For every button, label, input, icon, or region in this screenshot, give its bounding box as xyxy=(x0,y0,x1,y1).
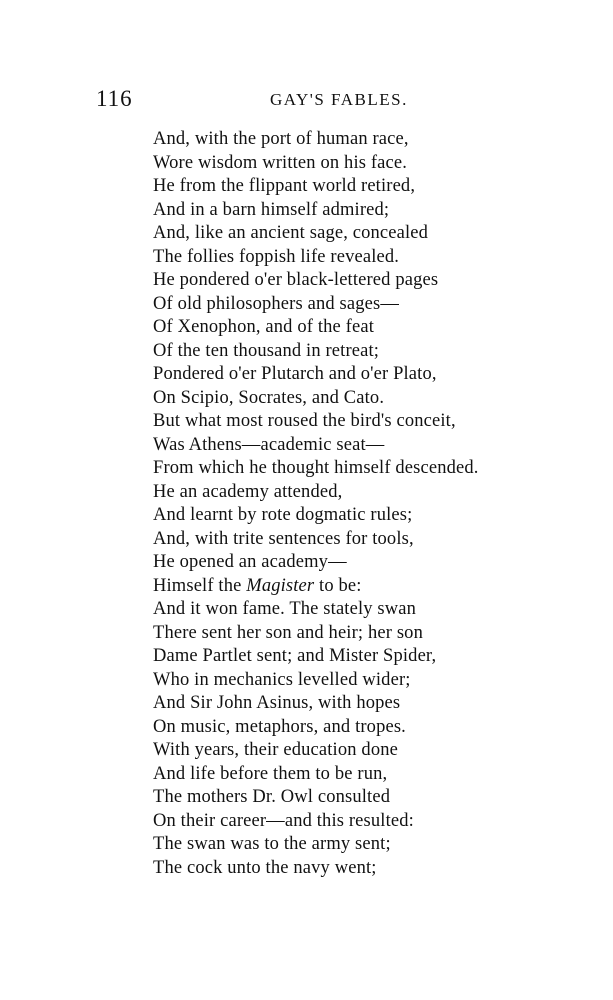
page-number: 116 xyxy=(96,86,133,111)
poem-line: And it won fame. The stately swan xyxy=(153,599,417,619)
poem-line: And Sir John Asinus, with hopes xyxy=(153,693,401,713)
poem-line: There sent her son and heir; her son xyxy=(153,622,423,643)
poem-line: Wore wisdom written on his face. xyxy=(153,152,408,173)
poem-line: He an academy attended, xyxy=(153,481,343,502)
poem-line: And, like an ancient sage, concealed xyxy=(153,223,429,243)
poem-line: And, with trite sentences for tools, xyxy=(153,528,414,549)
poem-line: The swan was to the army sent; xyxy=(153,834,391,854)
page-header xyxy=(0,86,613,114)
poem-line: He pondered o'er black-lettered pages xyxy=(153,270,439,290)
poem-line: He opened an academy— xyxy=(153,552,347,572)
poem-line: But what most roused the bird's conceit, xyxy=(153,411,456,431)
italic-word: Magister xyxy=(246,575,315,596)
poem-line: Dame Partlet sent; and Mister Spider, xyxy=(153,646,437,666)
poem-line: On music, metaphors, and tropes. xyxy=(153,716,406,737)
poem-line: Pondered o'er Plutarch and o'er Plato, xyxy=(153,364,437,384)
running-head: GAY'S FABLES. xyxy=(270,90,408,109)
poem-text xyxy=(153,128,593,880)
poem-line: And learnt by rote dogmatic rules; xyxy=(153,505,413,525)
poem-line-text: Himself the xyxy=(153,575,247,596)
poem-line: He from the flippant world retired, xyxy=(153,176,416,196)
poem-line: And in a barn himself admired; xyxy=(153,199,390,220)
poem-line: On their career—and this resulted: xyxy=(153,810,414,831)
poem-line: Of the ten thousand in retreat; xyxy=(153,340,380,361)
poem-line: Of Xenophon, and of the feat xyxy=(153,317,374,337)
poem-line-text: to be: xyxy=(314,575,362,596)
poem-line: And, with the port of human race, xyxy=(153,129,409,149)
poem-line: The mothers Dr. Owl consulted xyxy=(153,787,391,807)
poem-line: On Scipio, Socrates, and Cato. xyxy=(153,387,385,408)
poem-line: Of old philosophers and sages— xyxy=(153,293,399,314)
poem-line: From which he thought himself descended. xyxy=(153,458,479,478)
poem-line: Who in mechanics levelled wider; xyxy=(153,669,411,690)
poem-line: The cock unto the navy went; xyxy=(153,857,377,878)
poem-line: And life before them to be run, xyxy=(153,763,388,784)
poem-line xyxy=(153,575,593,599)
poem-line: With years, their education done xyxy=(153,740,398,760)
poem-line: Was Athens—academic seat— xyxy=(153,434,385,455)
poem-line: The follies foppish life revealed. xyxy=(153,246,400,267)
